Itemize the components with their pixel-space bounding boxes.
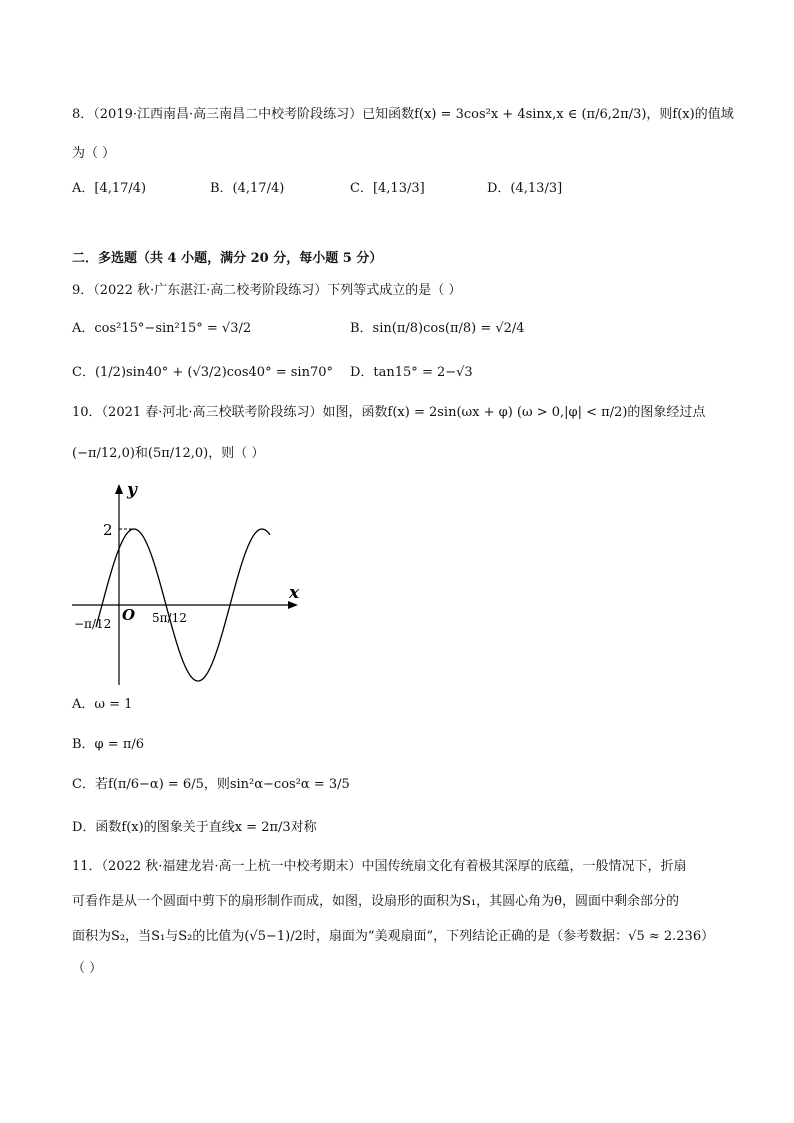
q8-stem-line2: 为（ ） [72, 146, 116, 161]
q10-sine-graph [0, 470, 320, 690]
q10-option-d: D．函数f(x)的图象关于直线x = 2π/3对称 [72, 820, 317, 835]
y-tick-label: 2 [103, 521, 113, 539]
q9-option-c: C．(1/2)sin40° + (√3/2)cos40° = sin70° [72, 365, 333, 380]
q9-option-a: A．cos²15°−sin²15° = √3/2 [72, 321, 252, 336]
q8-option-a: A．[4,17/4) [72, 181, 147, 196]
x-tick-right-label: 5π/12 [152, 611, 187, 625]
q11-stem-line2: 可看作是从一个圆面中剪下的扇形制作而成，如图，设扇形的面积为S₁，其圆心角为θ，圆面中剩余部分的 [72, 894, 679, 909]
q10-option-b: B．φ = π/6 [72, 737, 145, 752]
q8-option-d: D．(4,13/3] [487, 181, 563, 196]
q8-option-c: C．[4,13/3] [350, 181, 425, 196]
y-axis-arrow [115, 484, 123, 494]
x-axis-label: x [289, 583, 300, 603]
q10-stem-line1: 10．（2021 春·河北·高三校联考阶段练习）如图，函数f(x) = 2sin(ωx + φ) (ω > 0,|φ| < π/2)的图象经过点 [72, 405, 706, 420]
q11-stem-line1: 11．（2022 秋·福建龙岩·高一上杭一中校考期末）中国传统扇文化有着极其深厚的底蕴，一般情况下，折扇 [72, 859, 687, 874]
origin-label: O [122, 606, 136, 624]
q11-stem-line4: （ ） [72, 961, 103, 976]
q10-option-a: A．ω = 1 [72, 697, 133, 712]
q9-stem: 9．（2022 秋·广东湛江·高二校考阶段练习）下列等式成立的是（ ） [72, 283, 462, 298]
q9-option-b: B．sin(π/8)cos(π/8) = √2/4 [350, 321, 525, 336]
q10-stem-line2: (−π/12,0)和(5π/12,0)，则（ ） [72, 446, 265, 461]
y-axis-label: y [127, 480, 137, 500]
q11-stem-line3: 面积为S₂，当S₁与S₂的比值为(√5−1)/2时，扇面为“美观扇面”，下列结论正确的是（参考数据：√5 ≈ 2.236） [72, 929, 715, 944]
q10-option-c: C．若f(π/6−α) = 6/5，则sin²α−cos²α = 3/5 [72, 777, 350, 792]
q8-option-b: B．(4,17/4) [210, 181, 285, 196]
x-tick-left-label: −π/12 [74, 617, 112, 631]
q9-option-d: D．tan15° = 2−√3 [350, 365, 473, 380]
section-heading: 二．多选题（共 4 小题，满分 20 分，每小题 5 分） [72, 251, 383, 266]
q8-stem-line1: 8．（2019·江西南昌·高三南昌二中校考阶段练习）已知函数f(x) = 3cos²x + 4sinx,x ∈ (π/6,2π/3)，则f(x)的值域 [72, 107, 734, 122]
